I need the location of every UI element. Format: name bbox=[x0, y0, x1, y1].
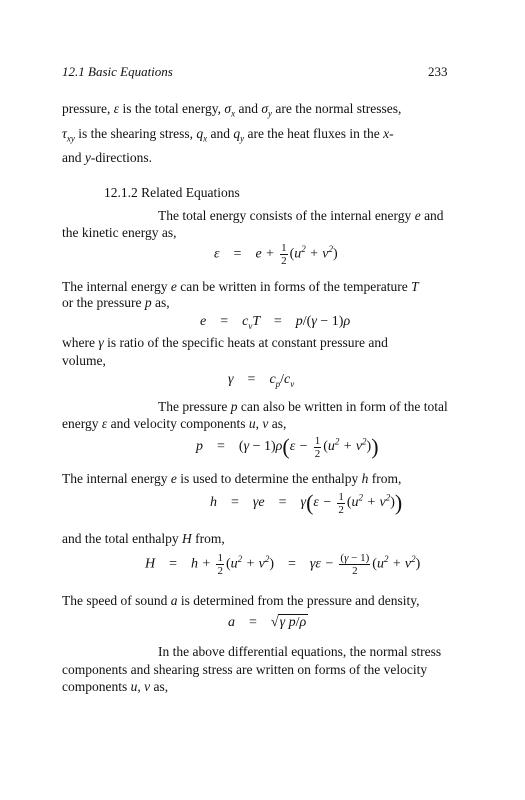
para2-line2: or the pressure p as, bbox=[62, 295, 170, 310]
running-header-title: 12.1 Basic Equations bbox=[62, 64, 173, 79]
equation-total-enthalpy: H = h + $\frac{1}{2}$ $(u^2 + v^2)$ = γε − $\frac{(\gamma - 1)}{2}$ $(u^2 + v^2)$ bbox=[145, 552, 421, 577]
para2-line1: The internal energy e can be written in forms of the temperature T bbox=[62, 279, 419, 294]
intro-line-1: pressure, ε is the total energy, $\sigma_x$ and $\sigma_y$ are the normal stresses, bbox=[62, 101, 402, 119]
equation-pressure: p = (γ − 1)ρ(ε − $\frac{1}{2}$ $(u^2 + v^2)$) bbox=[196, 434, 379, 460]
para6: and the total enthalpy H from, bbox=[62, 531, 225, 546]
para4-line2: energy ε and velocity components u, v as, bbox=[62, 416, 287, 431]
para5: The internal energy e is used to determine the enthalpy h from, bbox=[62, 471, 402, 486]
para8-line2: components and shearing stress are written on forms of the velocity bbox=[62, 662, 428, 677]
equation-total-energy: ε = e + $\frac{1}{2}$ $(u^2 + v^2)$ bbox=[214, 242, 338, 267]
para3-line2: volume, bbox=[62, 353, 106, 368]
equation-speed-of-sound: a = √γ p/ρ bbox=[228, 615, 307, 630]
para8-line1: In the above differential equations, the normal stress bbox=[158, 644, 442, 659]
subsection-title: 12.1.2 Related Equations bbox=[104, 185, 240, 200]
para1-line1: The total energy consists of the internal energy e and bbox=[158, 208, 444, 223]
para4-line1: The pressure p can also be written in form of the total bbox=[158, 399, 448, 414]
equation-internal-energy: e = $c_vT$ = p/(γ − 1)ρ bbox=[200, 314, 351, 331]
para8-line3: components u, v as, bbox=[62, 679, 169, 694]
page-number: 233 bbox=[428, 64, 448, 79]
para7: The speed of sound a is determined from the pressure and density, bbox=[62, 593, 420, 608]
intro-line-2: $\tau_{xy}$ is the shearing stress, $q_x$ and $q_y$ are the heat fluxes in the x- bbox=[62, 126, 394, 144]
equation-enthalpy: h = γe = γ(ε − $\frac{1}{2}$ $(u^2 + v^2)$) bbox=[210, 490, 403, 516]
equation-specific-heat-ratio: γ = $c_p/c_v$ bbox=[228, 372, 295, 389]
para3-line1: where γ is ratio of the specific heats at constant pressure and bbox=[62, 335, 388, 350]
intro-line-3: and y-directions. bbox=[62, 150, 152, 165]
para1-line2: the kinetic energy as, bbox=[62, 225, 177, 240]
